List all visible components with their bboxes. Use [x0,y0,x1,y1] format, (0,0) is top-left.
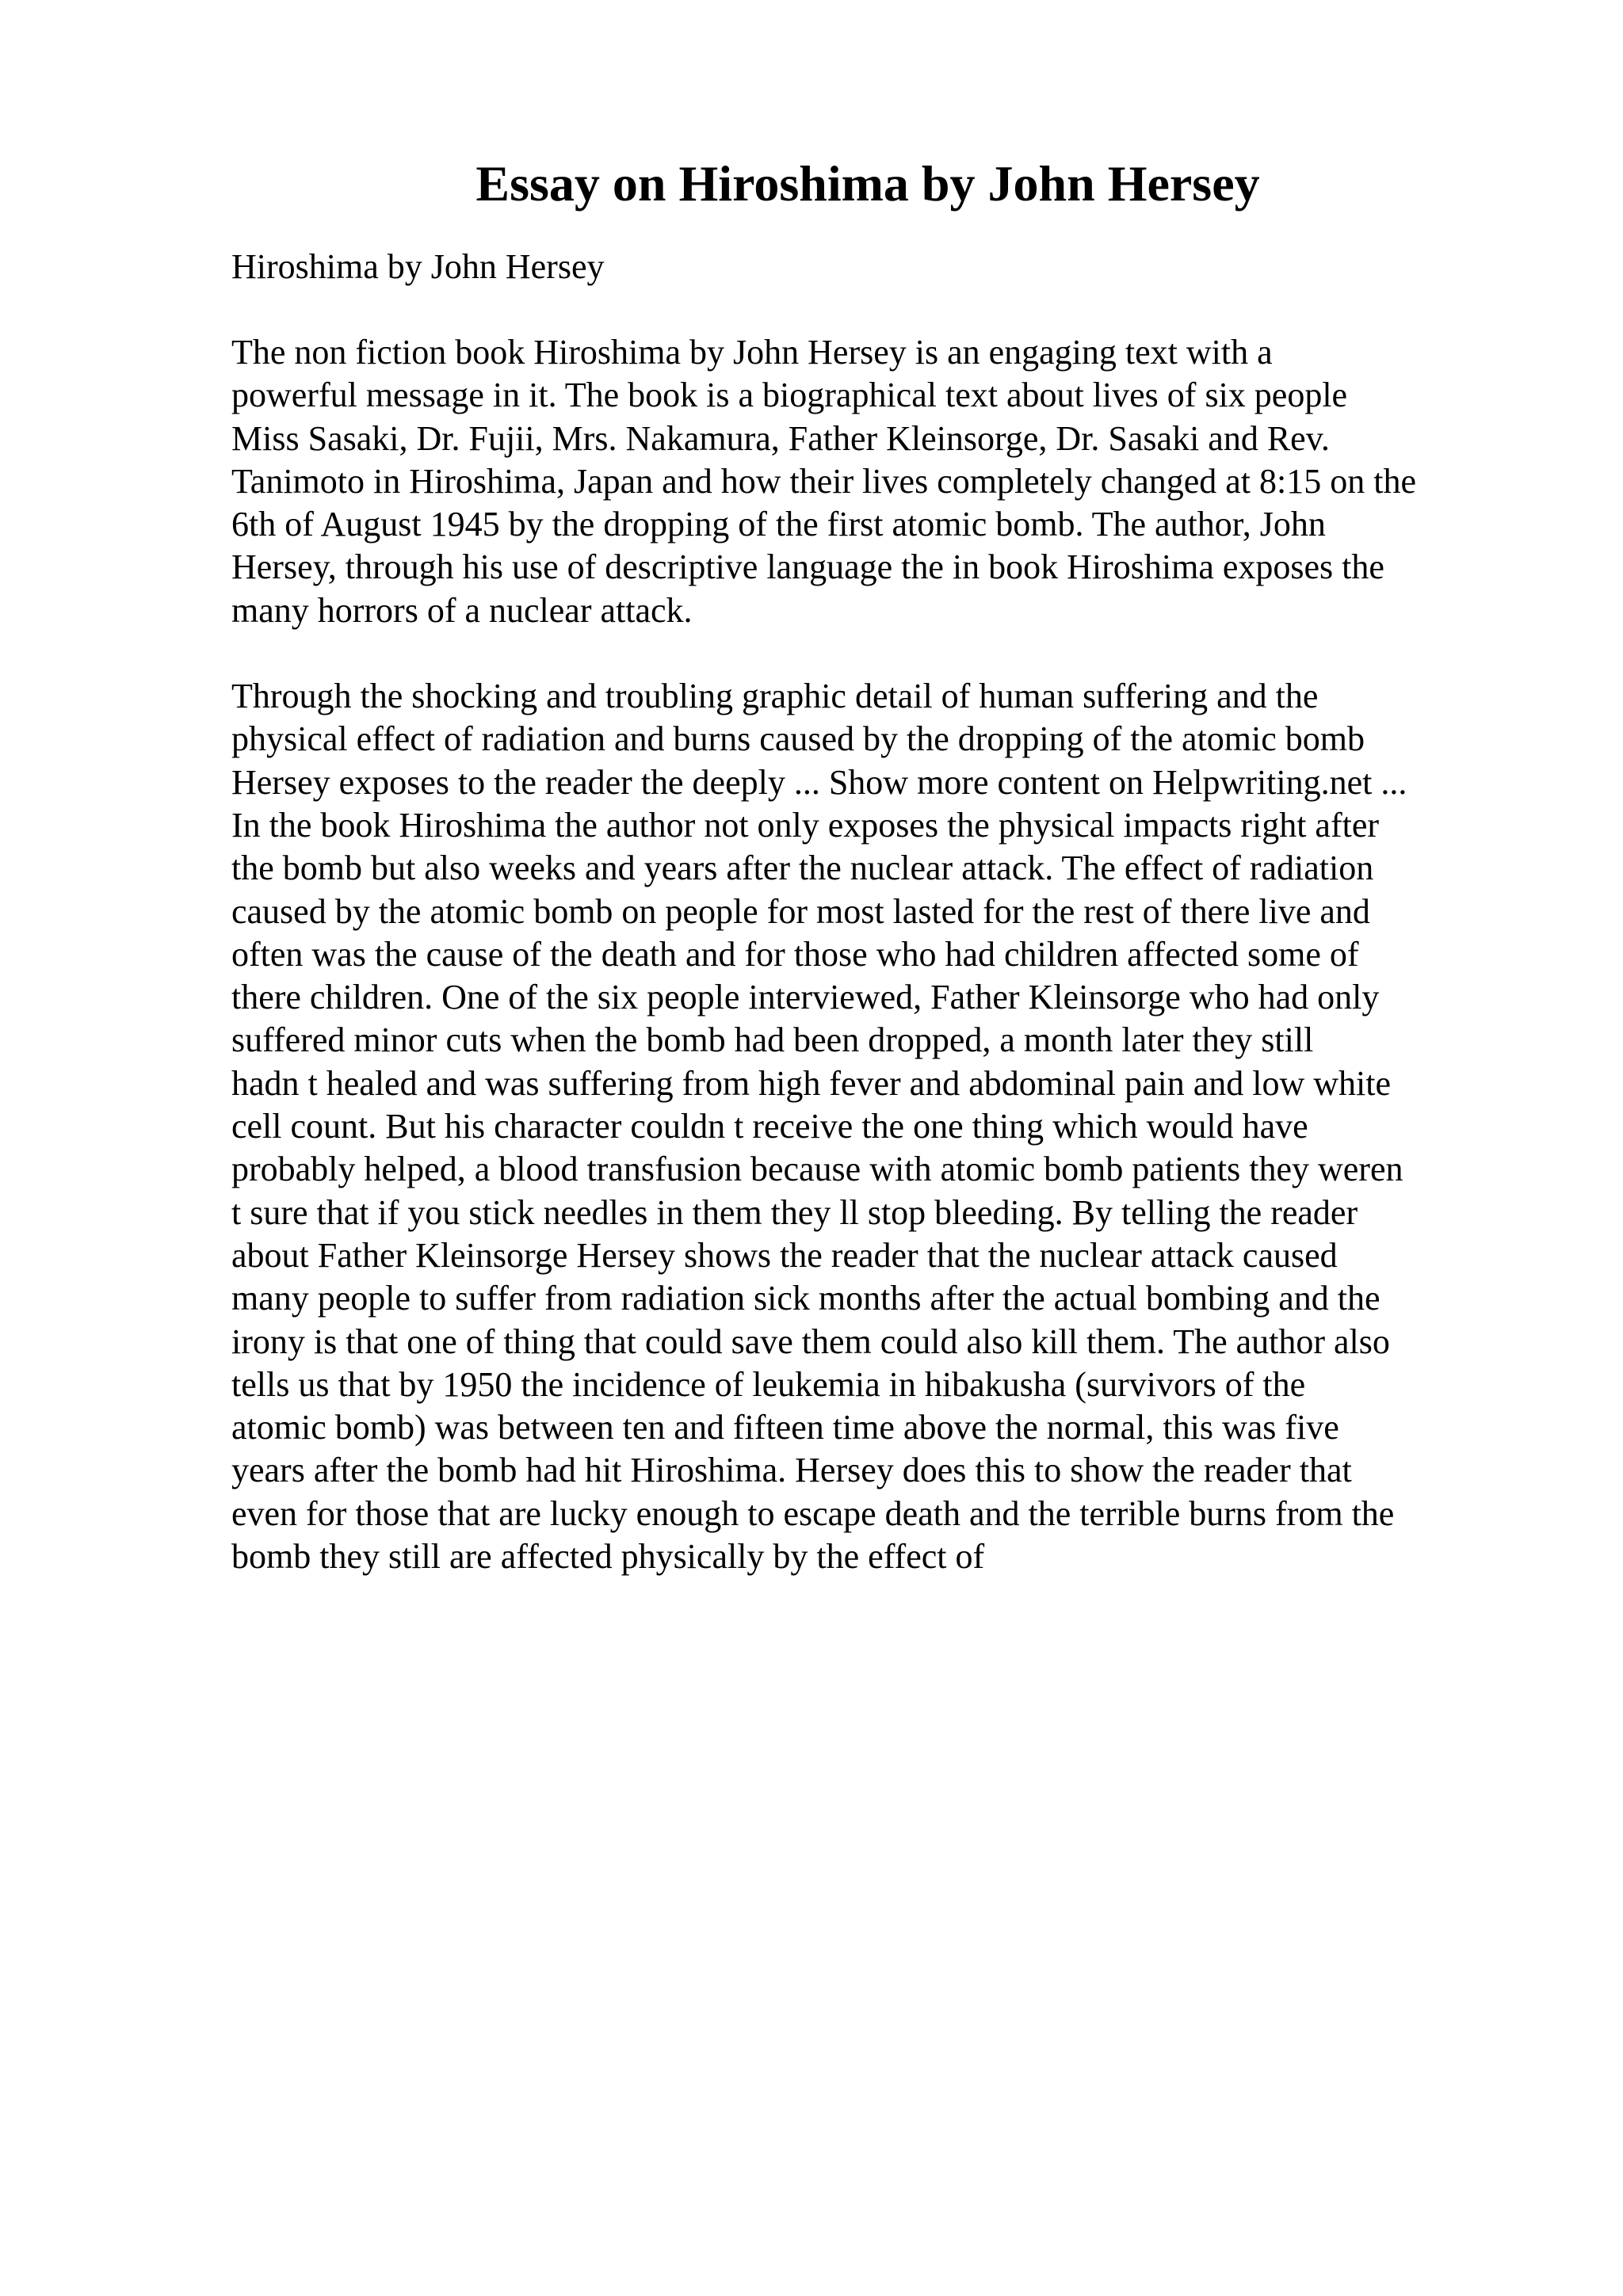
paragraph-line: about Father Kleinsorge Hersey shows the reader that the nuclear attack caused [231,1235,1338,1275]
paragraph-line: t sure that if you stick needles in them they ll stop bleeding. By telling the reader [231,1192,1358,1232]
paragraph-line: physical effect of radiation and burns caused by the dropping of the atomic bomb [231,719,1365,759]
paragraph-line: hadn t healed and was suffering from high fever and abdominal pain and low white [231,1063,1391,1103]
paragraph-line: even for those that are lucky enough to escape death and the terrible burns from the [231,1493,1395,1533]
paragraph-line: probably helped, a blood transfusion because with atomic bomb patients they weren [231,1150,1403,1189]
paragraph-line: bomb they still are affected physically by the effect of [231,1537,985,1577]
paragraph-line: years after the bomb had hit Hiroshima. Hersey does this to show the reader that [231,1451,1352,1490]
paragraph-line: The non fiction book Hiroshima by John Hersey is an engaging text with a [231,333,1273,372]
paragraph-line: In the book Hiroshima the author not only exposes the physical impacts right after [231,805,1380,845]
paragraph-line: atomic bomb) was between ten and fifteen time above the normal, this was five [231,1408,1339,1447]
document-body [231,246,1499,1578]
paragraph-line: Through the shocking and troubling graphic detail of human suffering and the [231,677,1319,716]
paragraph-line: irony is that one of thing that could save them could also kill them. The author also [231,1322,1390,1361]
paragraph-line: often was the cause of the death and for those who had children affected some of [231,934,1359,974]
paragraph-introduction [231,331,1499,632]
paragraph-line: caused by the atomic bomb on people for most lasted for the rest of there live and [231,891,1370,931]
paragraph-line: powerful message in it. The book is a biographical text about lives of six people [231,376,1348,415]
paragraph-line: Hersey exposes to the reader the deeply ... Show more content on Helpwriting.net ... [231,762,1407,802]
paragraph-line: many horrors of a nuclear attack. [231,590,693,630]
paragraph-body [231,675,1499,1578]
paragraph-line: many people to suffer from radiation sick months after the actual bombing and the [231,1279,1381,1318]
paragraph-line: there children. One of the six people interviewed, Father Kleinsorge who had only [231,978,1380,1017]
paragraph-line: Miss Sasaki, Dr. Fujii, Mrs. Nakamura, Father Kleinsorge, Dr. Sasaki and Rev. [231,418,1330,458]
paragraph-line: tells us that by 1950 the incidence of leukemia in hibakusha (survivors of the [231,1364,1306,1404]
paragraph-line: 6th of August 1945 by the dropping of the first atomic bomb. The author, John [231,505,1326,544]
paragraph-line: cell count. But his character couldn t receive the one thing which would have [231,1107,1308,1146]
paragraph-line: Hersey, through his use of descriptive language the in book Hiroshima exposes the [231,547,1384,587]
paragraph-line: suffered minor cuts when the bomb had been dropped, a month later they still [231,1020,1314,1060]
paragraph-line: Tanimoto in Hiroshima, Japan and how their lives completely changed at 8:15 on the [231,461,1417,501]
document-subtitle: Hiroshima by John Hersey [231,247,605,286]
paragraph-line: the bomb but also weeks and years after the nuclear attack. The effect of radiation [231,849,1374,888]
document-title: Essay on Hiroshima by John Hersey [475,155,1260,212]
